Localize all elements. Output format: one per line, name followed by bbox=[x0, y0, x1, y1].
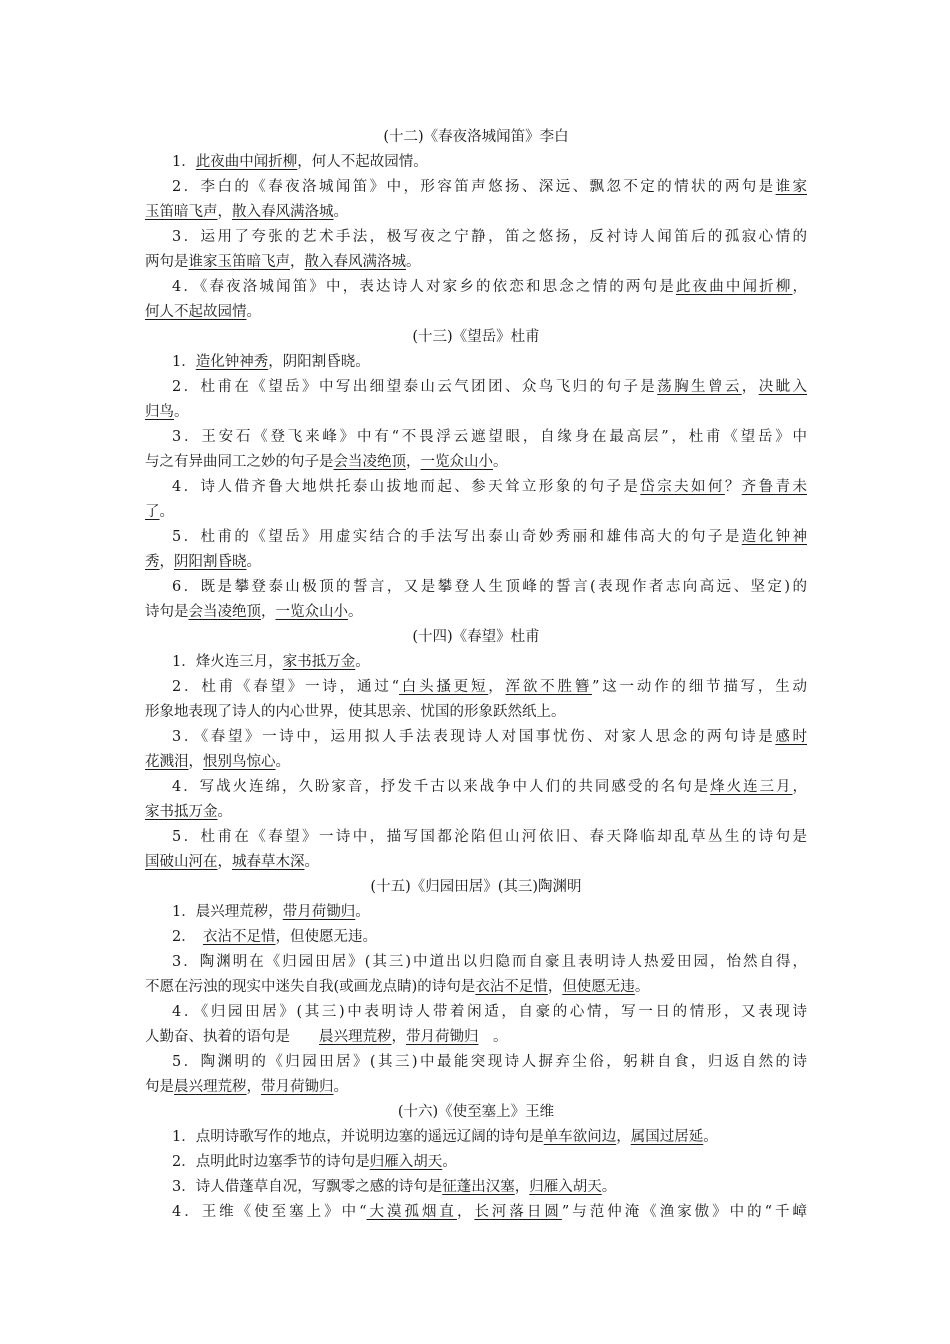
text-line bbox=[145, 450, 807, 474]
answer-blank: 白头搔更短 bbox=[398, 679, 489, 695]
text-line bbox=[172, 775, 807, 799]
text-line bbox=[145, 975, 807, 999]
answer-blank: 何人不起故园情 bbox=[145, 304, 247, 320]
text-line bbox=[172, 525, 807, 549]
text-line bbox=[145, 800, 807, 824]
line-text: ， bbox=[217, 854, 232, 870]
line-text: 形象地表现了诗人的内心世界，使其思亲、忧国的形象跃然纸上。 bbox=[145, 704, 566, 720]
line-text: 两句是 bbox=[145, 254, 189, 270]
line-text: 。 bbox=[275, 754, 290, 770]
line-text: ，何人不起故园情。 bbox=[297, 154, 428, 170]
text-line bbox=[172, 1200, 807, 1224]
text-line bbox=[172, 900, 807, 924]
text-line bbox=[145, 200, 807, 224]
text-line bbox=[172, 350, 807, 374]
text-line bbox=[172, 925, 807, 949]
section-title: (十二)《春夜洛城闻笛》李白 bbox=[383, 129, 569, 145]
line-text: 2．点明此时边塞季节的诗句是 bbox=[172, 1154, 370, 1170]
line-text: ， bbox=[741, 379, 759, 395]
text-line bbox=[145, 1075, 807, 1099]
answer-blank: 一览众山小 bbox=[275, 604, 348, 620]
line-text: 6．既是攀登泰山极顶的誓言，又是攀登人生顶峰的誓言(表现作者志向高远、坚定)的 bbox=[172, 579, 807, 595]
answer-blank: 造化钟神 bbox=[741, 529, 808, 545]
line-text: ， bbox=[792, 279, 807, 295]
line-text: 。 bbox=[333, 204, 348, 220]
section-title: (十三)《望岳》杜甫 bbox=[412, 329, 540, 345]
line-text: 。 bbox=[304, 854, 319, 870]
answer-blank: 会当凌绝顶 bbox=[333, 454, 406, 470]
line-text: 。 bbox=[493, 454, 508, 470]
answer-blank: 浑欲不胜簪 bbox=[505, 679, 593, 695]
answer-blank: 荡胸生曾云 bbox=[657, 379, 742, 395]
text-line bbox=[172, 950, 807, 974]
line-text: 诗句是 bbox=[145, 604, 189, 620]
line-text: 2． bbox=[172, 929, 203, 945]
section-title: (十六)《使至塞上》王维 bbox=[397, 1104, 555, 1120]
text-line bbox=[145, 750, 807, 774]
text-line bbox=[172, 150, 807, 174]
answer-blank: 归雁入胡天 bbox=[369, 1154, 443, 1170]
answer-blank: 带月荷锄归 bbox=[261, 1079, 334, 1095]
answer-blank: 晨兴理荒秽 bbox=[174, 1079, 247, 1095]
line-text: 。 bbox=[406, 254, 421, 270]
line-text: 句是 bbox=[145, 1079, 174, 1095]
line-text: 2．李白的《春夜洛城闻笛》中，形容笛声悠扬、深远、飘忽不定的情状的两句是 bbox=[172, 179, 776, 195]
answer-blank: 花溅泪 bbox=[145, 754, 189, 770]
section-title: (十五)《归园田居》(其三)陶渊明 bbox=[370, 879, 582, 895]
answer-blank: 决眦入 bbox=[758, 379, 808, 395]
answer-blank: 衣沾不足惜 bbox=[202, 929, 276, 945]
answer-blank: 造化钟神秀 bbox=[195, 354, 269, 370]
line-text: ， bbox=[547, 979, 563, 995]
line-text: ， bbox=[261, 604, 276, 620]
line-text: ， bbox=[792, 779, 807, 795]
answer-blank: 晨兴理荒秽 bbox=[319, 1029, 392, 1045]
answer-blank: 玉笛暗飞声 bbox=[145, 204, 218, 220]
answer-blank: 归雁入胡天 bbox=[529, 1179, 602, 1195]
answer-blank: 一览众山小 bbox=[420, 454, 493, 470]
answer-blank: 家书抵万金 bbox=[282, 654, 356, 670]
line-text: 。 bbox=[217, 804, 232, 820]
line-text: 3．王安石《登飞来峰》中有“不畏浮云遮望眼，自缘身在最高层”，杜甫《望岳》中 bbox=[172, 429, 807, 445]
answer-blank: 齐鲁青未 bbox=[741, 479, 808, 495]
line-text: 人勤奋、执着的语句是 bbox=[145, 1029, 319, 1045]
answer-blank: 此夜曲中闻折柳 bbox=[675, 279, 793, 295]
text-line bbox=[172, 225, 807, 249]
line-text: 。 bbox=[246, 304, 261, 320]
answer-blank: 恨别鸟惊心 bbox=[203, 754, 276, 770]
text-line bbox=[172, 1175, 807, 1199]
line-text: 。 bbox=[174, 404, 189, 420]
line-text: 与之有异曲同工之妙的句子是 bbox=[145, 454, 334, 470]
answer-blank: 感时 bbox=[775, 729, 807, 745]
answer-blank: 此夜曲中闻折柳 bbox=[195, 154, 298, 170]
line-text: ， bbox=[488, 679, 506, 695]
line-text: 4．《归园田居》(其三)中表明诗人带着闲适，自豪的心情，写一日的情形，又表现诗 bbox=[172, 1004, 807, 1020]
line-text: ， bbox=[514, 1179, 530, 1195]
line-text: ， bbox=[456, 1204, 475, 1220]
answer-blank: 了 bbox=[145, 504, 160, 520]
answer-blank: 衣沾不足惜 bbox=[475, 979, 548, 995]
line-text: 2．杜甫《春望》一诗，通过“ bbox=[172, 679, 399, 695]
line-text: 4．诗人借齐鲁大地烘托泰山拔地而起、参天耸立形象的句子是 bbox=[172, 479, 641, 495]
line-text: 。 bbox=[159, 504, 174, 520]
text-line bbox=[172, 725, 807, 749]
answer-blank: 秀 bbox=[145, 554, 160, 570]
text-line bbox=[145, 550, 807, 574]
text-line bbox=[145, 1025, 807, 1049]
text-line bbox=[172, 1150, 807, 1174]
answer-blank: 带月荷锄归 bbox=[406, 1029, 479, 1045]
text-line bbox=[172, 675, 807, 699]
text-line bbox=[172, 425, 807, 449]
text-line bbox=[172, 650, 807, 674]
line-text: ”这一动作的细节描写，生动 bbox=[592, 679, 808, 695]
line-text: 。 bbox=[601, 1179, 617, 1195]
text-line bbox=[145, 400, 807, 424]
text-line bbox=[145, 850, 807, 874]
line-text: 1．晨兴理荒秽， bbox=[172, 904, 283, 920]
line-text: ， bbox=[391, 1029, 406, 1045]
line-text: 4．王维《使至塞上》中“ bbox=[172, 1204, 367, 1220]
line-text: 。 bbox=[355, 904, 370, 920]
line-text: 5．杜甫在《春望》一诗中，描写国都沦陷但山河依旧、春天降临却乱草丛生的诗句是 bbox=[172, 829, 807, 845]
line-text: 5．陶渊明的《归园田居》(其三)中最能突现诗人摒弃尘俗，躬耕自食，归返自然的诗 bbox=[172, 1054, 807, 1070]
text-line bbox=[145, 600, 807, 624]
answer-blank: 但使愿无违 bbox=[562, 979, 635, 995]
text-line bbox=[172, 275, 807, 299]
text-line bbox=[172, 175, 807, 199]
answer-blank: 散入春风满洛城 bbox=[232, 204, 334, 220]
line-text: 。 bbox=[442, 1154, 457, 1170]
line-text: 4．《春夜洛城闻笛》中，表达诗人对家乡的依恋和思念之情的两句是 bbox=[172, 279, 676, 295]
line-text: ， bbox=[159, 554, 174, 570]
answer-blank: 谁家 bbox=[775, 179, 807, 195]
line-text: ， bbox=[616, 1129, 631, 1145]
section-title: (十四)《春望》杜甫 bbox=[412, 629, 540, 645]
line-text: 1．烽火连三月， bbox=[172, 654, 283, 670]
text-line bbox=[145, 700, 807, 724]
line-text: 3．运用了夸张的艺术手法，极写夜之宁静，笛之悠扬，反衬诗人闻笛后的孤寂心情的 bbox=[172, 229, 807, 245]
text-line bbox=[172, 475, 807, 499]
answer-blank: 大漠孤烟直 bbox=[366, 1204, 457, 1220]
answer-blank: 征蓬出汉塞 bbox=[442, 1179, 515, 1195]
answer-blank: 谁家玉笛暗飞声 bbox=[188, 254, 290, 270]
text-line bbox=[172, 1000, 807, 1024]
answer-blank: 属国过居延 bbox=[630, 1129, 704, 1145]
answer-blank: 家书抵万金 bbox=[145, 804, 218, 820]
answer-blank: 散入春风满洛城 bbox=[304, 254, 406, 270]
answer-blank: 长河落日圆 bbox=[474, 1204, 562, 1220]
line-text: 3．《春望》一诗中，运用拟人手法表现诗人对国事忧伤、对家人思念的两句诗是 bbox=[172, 729, 776, 745]
answer-blank: 岱宗夫如何 bbox=[640, 479, 725, 495]
answer-blank: 会当凌绝顶 bbox=[188, 604, 261, 620]
answer-blank: 国破山河在 bbox=[145, 854, 218, 870]
line-text: 5．杜甫的《望岳》用虚实结合的手法写出泰山奇妙秀丽和雄伟高大的句子是 bbox=[172, 529, 742, 545]
line-text: ， bbox=[406, 454, 421, 470]
line-text: 。 bbox=[348, 604, 363, 620]
text-line bbox=[172, 575, 807, 599]
answer-blank: 城春草木深 bbox=[232, 854, 305, 870]
text-line bbox=[172, 1125, 807, 1149]
line-text: ， bbox=[217, 204, 232, 220]
line-text: 。 bbox=[246, 554, 261, 570]
line-text: ， bbox=[246, 1079, 261, 1095]
text-line bbox=[172, 375, 807, 399]
line-text: ，但使愿无违。 bbox=[275, 929, 377, 945]
line-text: 1．点明诗歌写作的地点，并说明边塞的遥远辽阔的诗句是 bbox=[172, 1129, 544, 1145]
line-text: 。 bbox=[634, 979, 650, 995]
line-text: 。 bbox=[478, 1029, 508, 1045]
line-text: 1． bbox=[172, 154, 196, 170]
answer-blank: 带月荷锄归 bbox=[282, 904, 356, 920]
line-text: ？ bbox=[724, 479, 742, 495]
line-text: 3．陶渊明在《归园田居》(其三)中道出以归隐而自豪且表明诗人热爱田园，怡然自得， bbox=[172, 954, 807, 970]
answer-blank: 烽火连三月 bbox=[710, 779, 793, 795]
answer-blank: 归鸟 bbox=[145, 404, 174, 420]
line-text: 。 bbox=[333, 1079, 348, 1095]
line-text: 。 bbox=[355, 654, 370, 670]
line-text: 3．诗人借蓬草自况，写飘零之感的诗句是 bbox=[172, 1179, 443, 1195]
line-text: ，阴阳割昏晓。 bbox=[268, 354, 370, 370]
text-line bbox=[172, 1050, 807, 1074]
answer-blank: 单车欲问边 bbox=[543, 1129, 617, 1145]
text-line bbox=[172, 825, 807, 849]
line-text: 。 bbox=[703, 1129, 718, 1145]
line-text: 不愿在污浊的现实中迷失自我(或画龙点睛)的诗句是 bbox=[145, 979, 476, 995]
text-line bbox=[145, 500, 807, 524]
line-text: ， bbox=[290, 254, 305, 270]
line-text: ”与范仲淹《渔家傲》中的“千嶂 bbox=[561, 1204, 808, 1220]
line-text: 1． bbox=[172, 354, 196, 370]
text-line bbox=[145, 300, 807, 324]
line-text: ， bbox=[188, 754, 203, 770]
answer-blank: 阴阳割昏晓 bbox=[174, 554, 247, 570]
line-text: 2．杜甫在《望岳》中写出细望泰山云气团团、众鸟飞归的句子是 bbox=[172, 379, 658, 395]
line-text: 4．写战火连绵，久盼家音，抒发千古以来战争中人们的共同感受的名句是 bbox=[172, 779, 711, 795]
text-line bbox=[145, 250, 807, 274]
